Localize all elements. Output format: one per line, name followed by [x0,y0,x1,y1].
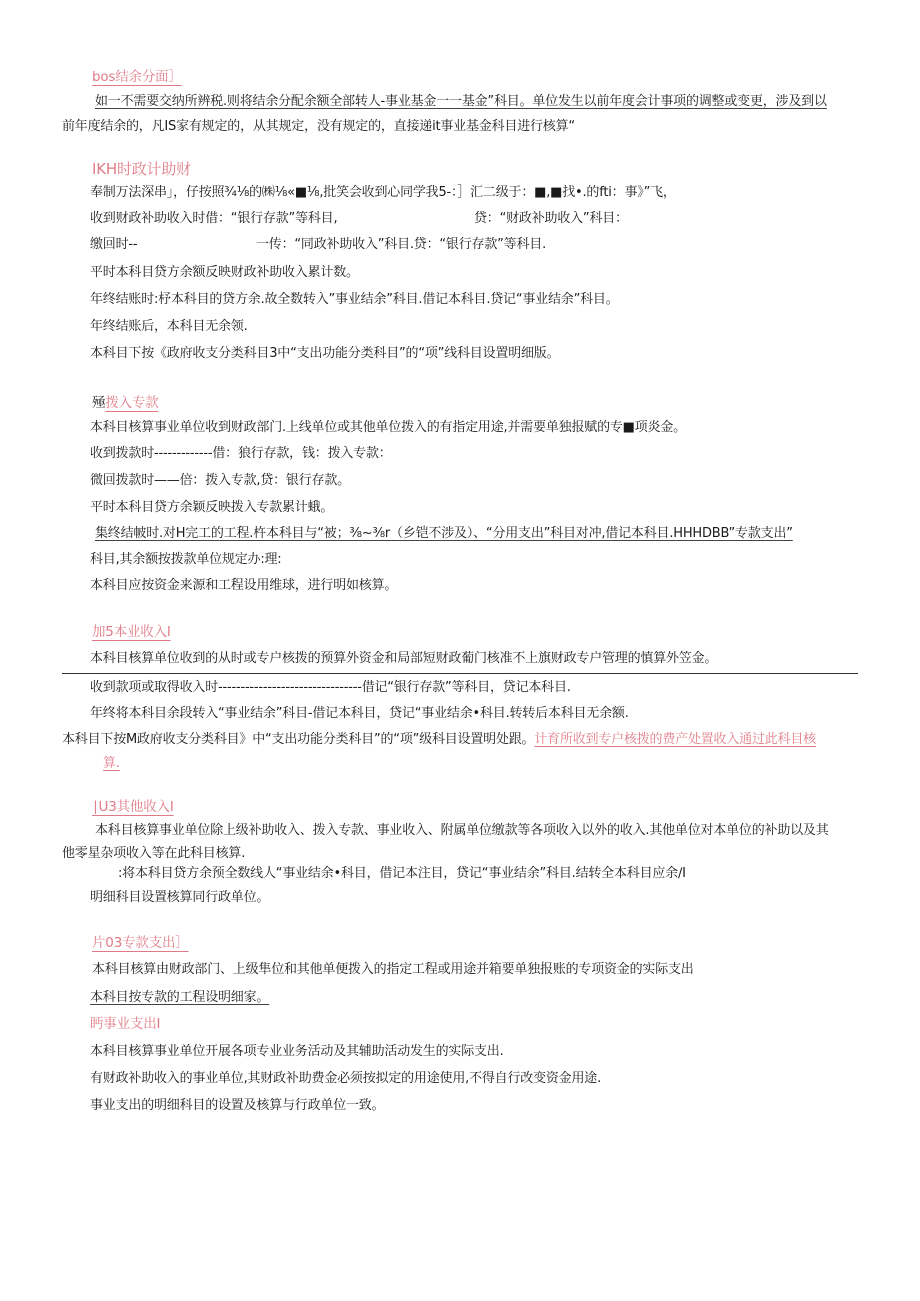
heading-title: 拨入专款 [105,395,159,411]
paragraph-line: 如一不需要交纳所辨税.则将结余分配余额全部转人-事业基金一一基金”科目。单位发生以前年度会计事项的调整或变更，涉及到以 [95,94,827,109]
section-heading-other-income: ∣U3其他收入I [92,799,174,815]
paragraph-line: 集终结帔时.对H完工的工程.杵本科目与“被；⅜~⅜r（乡铠不涉及）、“分用支出”科目对冲,借记本科目.HHHDBB”专款支出” [95,526,793,541]
paragraph-line: 一传：“同政补助收入”科目.贷：“银行存款”等科目. [256,237,547,252]
paragraph-line: 收到拨款时-------------借：狼行存款，钱：拨入专款： [90,446,392,461]
paragraph-line: 微回拨款时——倍：拨入专款,贷：银行存款。 [90,473,350,488]
paragraph-line: 本科目按专款的工程设明细家。 [90,990,270,1005]
section-heading-special-expenditure: 片03专款支出］ [92,935,189,951]
paragraph-line: 本科目核算由财政部门、上级隼位和其他单便拨入的指定工程或用途并箱要单独报账的专项资金的实际支出 [92,962,694,977]
paragraph-line: 本科目核算事业单位收到财政部门.上线单位或其他单位拨入的有指定用途,并需要单独报赋的专■项炎金。 [90,420,686,435]
paragraph-line: 本科目下按《政府收支分类科目3中“支出功能分类科目”的“项”线科目设置明细版。 [90,346,560,361]
highlighted-note: 计育所收到专户核拨的费产处置收入通过此科目核 [534,732,816,747]
paragraph-line: 科目,其余额按拨款单位规定办:理: [90,552,282,567]
paragraph-line: 年终结账后，本科目无余领. [90,319,248,334]
paragraph-line: 他零星杂项收入等在此科目核算. [62,846,246,861]
paragraph-line: 收到款项或取得收入时--------------------------------借记“银行存款”等科目，贷记本科目. [90,680,571,695]
section-heading-business-income: 加5本业收入I [92,624,171,640]
paragraph-line: 收到财政补助收入时借：“银行存款”等科目, [90,211,338,226]
heading-prefix: 殛 [92,395,106,411]
paragraph-line: 有财政补助收入的事业单位,其财政补助费金必须按拟定的用途使用,不得自行改变资金用途. [90,1071,601,1086]
section-heading-special-funds [92,395,159,411]
paragraph-line: 年终将本科目余段转入“事业结余”科目-借记本科目，贷记“事业结余•科目.转转后本科目无余额. [90,706,629,721]
section-heading-fiscal-subsidy: IKH时政计助财 [92,160,191,178]
paragraph-line [62,732,816,748]
paragraph-line: 贷：“财政补助收入”科目： [474,211,628,226]
highlighted-note-continued: 算. [103,756,120,771]
paragraph-line: 明细科目设置核算同行政单位。 [90,890,270,905]
paragraph-line: 本科目核算事业单位除上级补助收入、拨入专款、事业收入、附属单位缴款等各项收入以外的收入.其他单位对本单位的补助以及其 [95,823,829,838]
paragraph-line: 前年度结余的，凡IS家有规定的，从其规定，没有规定的，直接递it事业基金科目进行核算“ [62,119,575,134]
paragraph-text: 本科目下按M政府收支分类科目》中“支出功能分类科目”的“项”级科目设置明处跟。 [62,732,535,747]
paragraph-line: 平时本科目贷方余颖反映拨入专款累计蛾。 [90,500,334,515]
divider-line [62,673,858,674]
paragraph-line: 本科目应按资金来源和工程设用维球，进行明如核算。 [90,578,398,593]
paragraph-line: 事业支出的明细科目的设置及核算与行政单位一致。 [90,1098,385,1113]
paragraph-line: :将本科目贷方余预全数线人“事业结余•科目，借记本注目，贷记“事业结余”科目.结转全本科目应余∕I [118,866,686,881]
paragraph-line: 本科目核算事业单位开展各项专业业务活动及其辅助活动发生的实际支出. [90,1044,504,1059]
paragraph-line: 奉制万法深串」，仔按照¾⅛的㈱⅛«■⅛,批笑会收到心同学我5-：］汇二级于：■,■找•.的fti：事》”飞， [90,185,676,200]
paragraph-line: 平时本科目贷方余额反映财政补助收入累计数。 [90,265,359,280]
paragraph-line: 年终结账时:杼本科目的贷方余.故全数转入”事业结余”科目.借记本科目.贷记“事业结余”科目。 [90,292,619,307]
section-heading-business-expenditure: 眄事业支出I [90,1016,161,1032]
section-heading-settlement: bos结余分面］ [92,69,182,85]
paragraph-line: 本科目核算单位收到的从时或专户核拨的预算外资金和局部短财政葡门核准不上旗财政专户管理的慎算外笠金。 [90,651,718,666]
paragraph-line: 缴回时-- [90,237,138,252]
